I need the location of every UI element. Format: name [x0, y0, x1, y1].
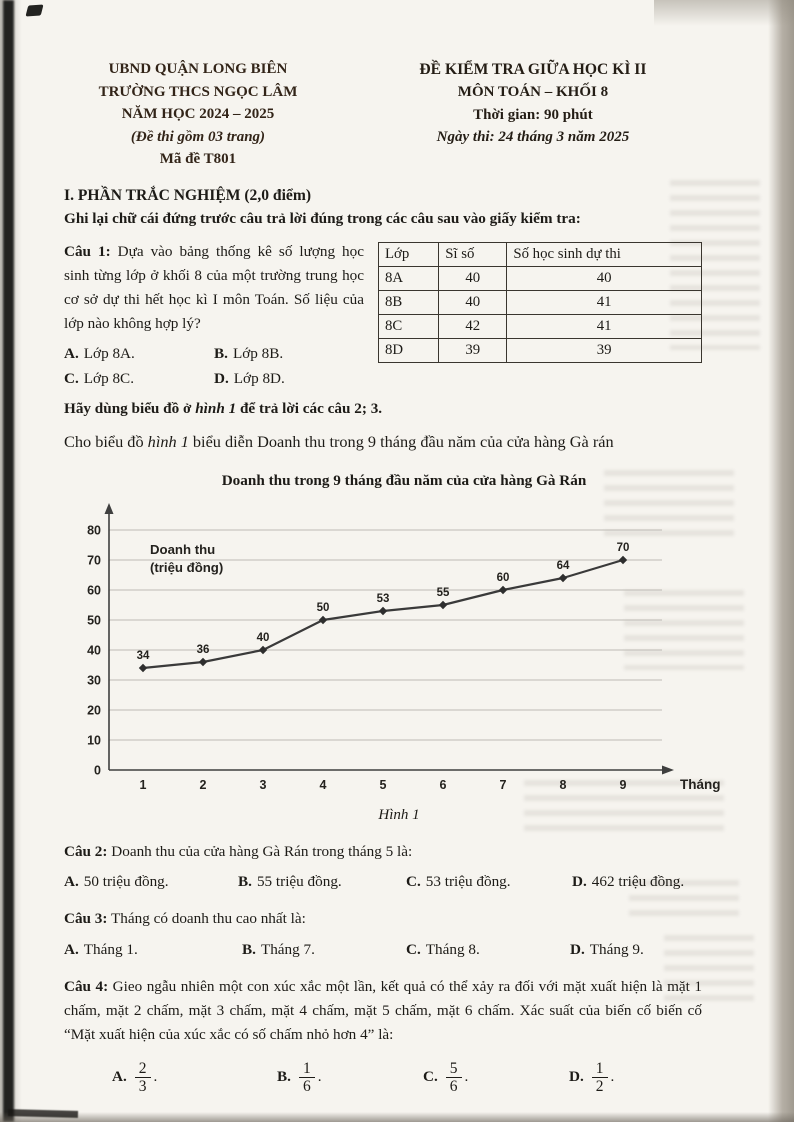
y-tick-label: 30 — [87, 673, 101, 688]
x-axis-arrow — [662, 766, 674, 775]
table-row — [379, 338, 702, 362]
option-text: Tháng 9. — [589, 940, 644, 958]
question-3-options — [64, 941, 702, 959]
x-tick-label: 6 — [439, 778, 447, 793]
school-year: NĂM HỌC 2024 – 2025 — [121, 106, 275, 122]
option-a — [64, 873, 238, 891]
option-text: Tháng 7. — [260, 940, 315, 958]
table-row — [379, 290, 702, 314]
table-header-row — [379, 242, 702, 266]
option-letter: B. — [277, 1067, 291, 1085]
x-tick-label: 7 — [499, 778, 507, 793]
class-statistics-table — [378, 242, 702, 363]
question-label: Câu 2: — [64, 843, 108, 861]
fraction — [135, 1060, 151, 1095]
data-point-label: 60 — [496, 572, 510, 585]
intro-text: biểu diễn Doanh thu trong 9 tháng đầu năm của cửa hàng Gà rán — [188, 431, 614, 451]
option-text: Tháng 8. — [425, 940, 480, 958]
question-1-options — [64, 345, 364, 388]
option-a — [64, 941, 242, 959]
col-header-size: Sĩ số — [439, 242, 507, 266]
question-body: Dựa vào bảng thống kê số lượng học sinh từng lớp ở khối 8 của một trường trung học cơ sở dự thi hết học kì I môn Toán. Số liệu của lớp nào không hợp lý? — [64, 242, 364, 333]
question-1 — [64, 240, 702, 388]
option-tail: . — [317, 1067, 322, 1085]
data-point-label: 53 — [376, 593, 390, 606]
question-4-options — [64, 1060, 702, 1095]
option-d — [572, 873, 702, 891]
option-tail: . — [610, 1067, 615, 1085]
option-letter: B. — [214, 344, 228, 362]
fraction-denominator: 3 — [138, 1077, 147, 1095]
question-body: Gieo ngẫu nhiên một con xúc xắc một lần, kết quả có thể xảy ra đối với mặt xuất hiện là mặt 1 chấm, mặt 2 chấm, mặt 3 chấm, mặt 4 chấm, mặt 5 chấm, mặt 6 chấm. Xác suất của biến cố biến cố “Mặt xuất hiện của xúc xắc có số chấm nhỏ hơn 4” là: — [64, 977, 702, 1044]
option-text: Lớp 8D. — [233, 369, 285, 387]
cell-candidates: 39 — [507, 338, 702, 362]
scan-edge-bottom — [0, 1112, 794, 1122]
exam-code: Mã đề T801 — [159, 151, 237, 167]
data-point-marker — [439, 601, 447, 609]
data-point-marker — [139, 664, 147, 672]
exam-duration: Thời gian: 90 phút — [473, 106, 593, 123]
option-tail: . — [153, 1067, 158, 1085]
data-point-label: 50 — [316, 602, 330, 615]
fraction-numerator: 2 — [135, 1060, 151, 1078]
y-tick-label: 10 — [87, 733, 101, 748]
exam-title-block — [364, 58, 702, 149]
revenue-chart-svg — [64, 500, 724, 800]
option-text: 50 triệu đồng. — [83, 873, 169, 891]
option-tail: . — [464, 1067, 469, 1085]
note-text: để trả lời các câu 2; 3. — [236, 399, 383, 417]
x-tick-label: 8 — [559, 778, 567, 793]
figure-usage-note — [64, 400, 702, 418]
cell-size: 42 — [439, 314, 507, 338]
fraction-denominator: 2 — [595, 1077, 604, 1095]
y-tick-label: 50 — [87, 613, 101, 628]
option-c — [423, 1060, 569, 1095]
data-point-marker — [559, 574, 567, 582]
section-title: I. PHẦN TRẮC NGHIỆM (2,0 điểm) — [64, 186, 312, 204]
option-text: 462 triệu đồng. — [591, 873, 685, 891]
question-body: Tháng có doanh thu cao nhất là: — [107, 910, 306, 928]
option-text: 53 triệu đồng. — [425, 873, 511, 891]
cell-class: 8A — [379, 266, 439, 290]
question-3 — [64, 907, 702, 958]
y-axis-label: Doanh thu — [150, 542, 216, 558]
option-b — [238, 873, 406, 891]
option-a — [64, 345, 214, 363]
option-d — [569, 1060, 702, 1095]
cell-size: 40 — [439, 290, 507, 314]
cell-class: 8C — [379, 314, 439, 338]
y-axis-arrow — [105, 503, 114, 514]
question-2 — [64, 840, 702, 891]
figure-caption: Hình 1 — [378, 807, 420, 824]
data-point-label: 40 — [256, 632, 270, 645]
question-2-options — [64, 873, 702, 891]
question-3-text — [64, 907, 702, 931]
option-letter: C. — [406, 873, 421, 891]
school-name: TRƯỜNG THCS NGỌC LÂM — [98, 83, 298, 100]
y-tick-label: 70 — [87, 553, 101, 568]
question-body: Doanh thu của cửa hàng Gà Rán trong tháng 5 là: — [107, 843, 413, 861]
option-letter: C. — [423, 1067, 438, 1085]
revenue-line-chart — [64, 472, 724, 824]
x-tick-label: 5 — [379, 778, 387, 793]
option-letter: A. — [64, 940, 79, 958]
y-tick-label: 60 — [87, 583, 101, 598]
question-label: Câu 1: — [64, 242, 111, 260]
data-point-label: 36 — [196, 644, 210, 657]
cell-candidates: 41 — [507, 314, 702, 338]
col-header-class: Lớp — [379, 242, 439, 266]
option-letter: A. — [112, 1067, 127, 1085]
exam-header — [64, 58, 702, 171]
option-letter: C. — [406, 940, 421, 958]
data-point-label: 70 — [616, 542, 630, 555]
intro-text: Cho biểu đồ — [64, 431, 148, 451]
option-letter: D. — [214, 369, 229, 387]
x-tick-label: 2 — [199, 778, 207, 793]
y-tick-label: 40 — [87, 643, 101, 658]
x-tick-label: 4 — [319, 778, 327, 793]
option-letter: D. — [569, 1067, 584, 1085]
option-letter: D. — [570, 940, 585, 958]
option-letter: C. — [64, 369, 79, 387]
option-letter: A. — [64, 344, 79, 362]
scan-edge-right — [768, 0, 794, 1122]
issuing-school-block — [64, 58, 332, 171]
question-label: Câu 4: — [64, 977, 109, 995]
figure-reference: hình 1 — [195, 399, 237, 417]
cell-candidates: 41 — [507, 290, 702, 314]
x-axis-label: Tháng — [680, 777, 721, 793]
data-point-marker — [619, 556, 627, 564]
y-axis-label: (triệu đồng) — [150, 560, 224, 576]
question-4-text — [64, 975, 702, 1048]
y-tick-label: 0 — [94, 763, 101, 778]
exam-title: ĐỀ KIỂM TRA GIỮA HỌC KÌ II — [419, 61, 647, 78]
col-header-candidates: Số học sinh dự thi — [507, 242, 702, 266]
fraction-numerator: 5 — [446, 1060, 462, 1078]
chart-intro-text — [64, 427, 702, 456]
fraction-numerator: 1 — [592, 1060, 608, 1078]
option-a — [112, 1060, 277, 1095]
option-letter: B. — [242, 940, 256, 958]
question-4 — [64, 975, 702, 1095]
option-b — [214, 345, 374, 363]
scan-edge-left — [3, 0, 14, 1122]
x-tick-label: 9 — [619, 778, 627, 793]
cell-size: 40 — [439, 266, 507, 290]
option-text: Lớp 8C. — [83, 369, 134, 387]
data-point-marker — [499, 586, 507, 594]
option-letter: B. — [238, 873, 252, 891]
option-text: 55 triệu đồng. — [256, 873, 342, 891]
option-letter: D. — [572, 873, 587, 891]
data-point-marker — [259, 646, 267, 654]
option-text: Lớp 8A. — [83, 344, 135, 362]
cell-size: 39 — [439, 338, 507, 362]
cell-class: 8D — [379, 338, 439, 362]
option-letter: A. — [64, 873, 79, 891]
option-b — [277, 1060, 423, 1095]
fraction — [299, 1060, 315, 1095]
option-c — [64, 370, 214, 388]
table-row — [379, 314, 702, 338]
figure-reference: hình 1 — [147, 431, 189, 451]
chart-title: Doanh thu trong 9 tháng đầu năm của cửa hàng Gà Rán — [221, 472, 587, 490]
issuer-line: UBND QUẬN LONG BIÊN — [108, 61, 288, 77]
fraction — [592, 1060, 608, 1095]
x-tick-label: 1 — [139, 778, 147, 793]
option-text: Lớp 8B. — [232, 344, 284, 362]
section-instruction: Ghi lại chữ cái đứng trước câu trả lời đúng trong các câu sau vào giấy kiểm tra: — [64, 209, 581, 227]
table-row — [379, 266, 702, 290]
data-point-marker — [199, 658, 207, 666]
data-point-marker — [319, 616, 327, 624]
fraction — [446, 1060, 462, 1095]
question-2-text — [64, 840, 702, 864]
data-point-label: 55 — [436, 587, 450, 600]
option-c — [406, 941, 570, 959]
cell-class: 8B — [379, 290, 439, 314]
option-d — [214, 370, 374, 388]
option-text: Tháng 1. — [83, 940, 138, 958]
note-text: Hãy dùng biểu đồ ở — [64, 399, 196, 417]
data-point-marker — [379, 607, 387, 615]
fraction-denominator: 6 — [449, 1077, 458, 1095]
scan-edge-top-right — [654, 0, 794, 26]
exam-subject: MÔN TOÁN – KHỐI 8 — [457, 84, 609, 101]
cell-candidates: 40 — [507, 266, 702, 290]
y-tick-label: 20 — [87, 703, 101, 718]
option-b — [242, 941, 406, 959]
data-point-label: 34 — [136, 650, 150, 663]
x-tick-label: 3 — [259, 778, 267, 793]
fraction-numerator: 1 — [299, 1060, 315, 1078]
y-tick-label: 80 — [87, 523, 101, 538]
exam-date: Ngày thi: 24 tháng 3 năm 2025 — [436, 129, 630, 146]
option-d — [570, 941, 702, 959]
fraction-denominator: 6 — [302, 1077, 311, 1095]
question-label: Câu 3: — [64, 910, 108, 928]
data-point-label: 64 — [556, 560, 570, 573]
option-c — [406, 873, 572, 891]
page-count-note: (Đề thi gồm 03 trang) — [130, 128, 266, 145]
